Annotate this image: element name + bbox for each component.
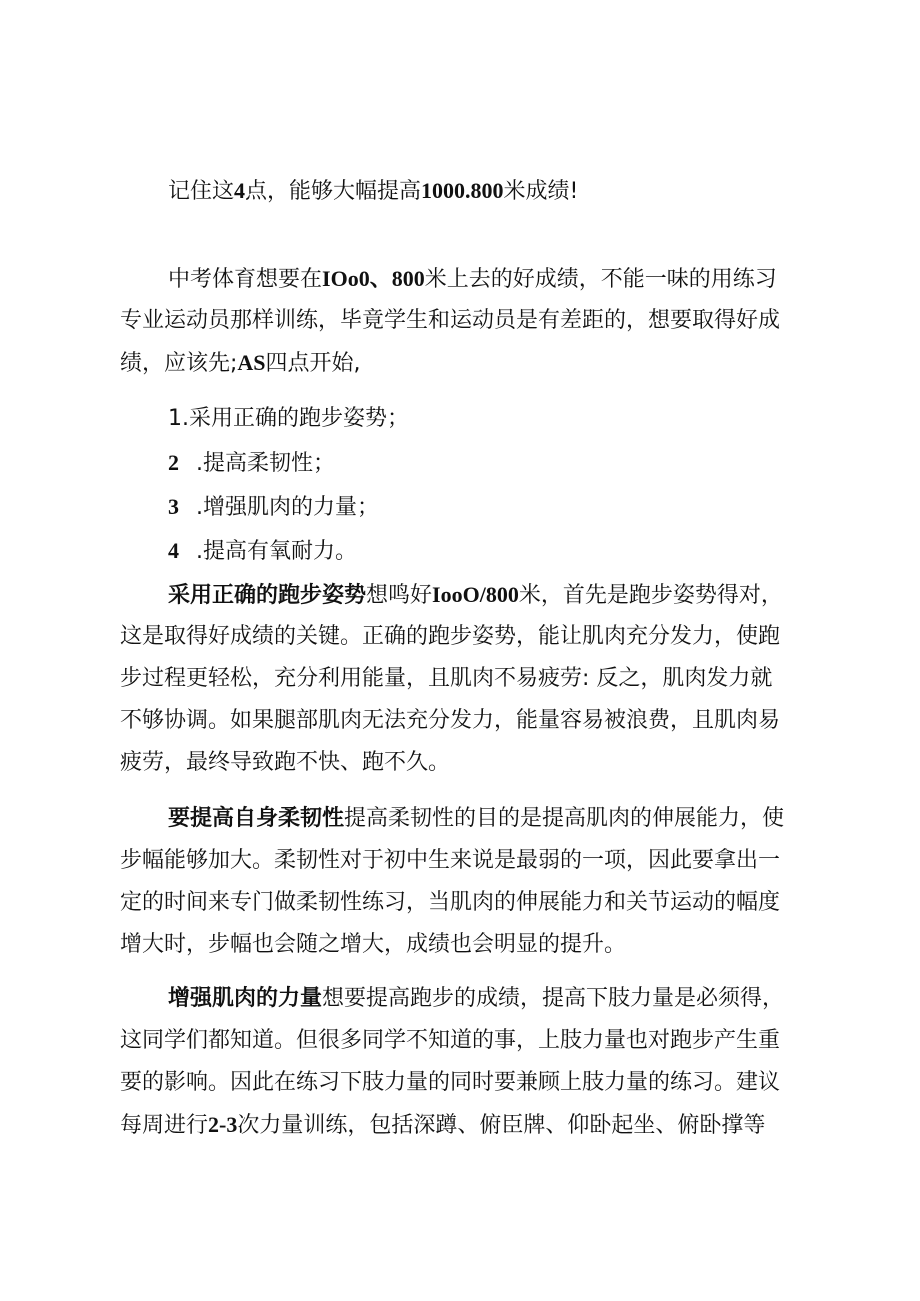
section-2-heading: 要提高自身柔韧性 [168,806,345,831]
list-item-3 [168,490,379,525]
list-item-2-number: 2 [168,450,179,475]
intro-text: 中考体育想要在 [168,267,323,292]
section-3-line-1 [120,978,810,1020]
list-item-4 [168,534,357,569]
section-2-paragraph [120,798,810,966]
section-1-text: 米，首先是跑步姿势得对， [518,583,783,608]
intro-line-1 [120,258,810,300]
title-number-4: 4 [234,178,246,203]
section-3-text: 想要提高跑步的成绩，提高下肢力量是必须得， [322,986,785,1011]
intro-text: 绩，应该先; [120,351,238,376]
intro-text: 四点开始, [265,351,361,376]
section-3-line-2: 这同学们都知道。但很多同学不知道的事，上肢力量也对跑步产生重 [120,1028,781,1053]
section-3-paragraph [120,978,810,1146]
section-1-text: 想鸣好 [366,583,433,608]
section-3-text: 每周进行 [120,1113,209,1138]
section-1-line-3: 步过程更轻松，充分利用能量，且肌肉不易疲劳: 反之，肌肉发力就 [120,666,773,691]
list-item-1-text: .采用正确的跑步姿势； [182,406,409,431]
section-3-line-4 [120,1104,810,1146]
section-2-line-3: 定的时间来专门做柔韧性练习，当肌肉的伸展能力和关节运动的幅度 [120,890,781,915]
section-1-line-2: 这是取得好成绩的关键。正确的跑步姿势，能让肌肉充分发力，使跑 [120,624,781,649]
intro-code: AS [237,350,266,375]
section-3-text: 次力量训练，包括深蹲、俯臣牌、仰卧起坐、俯卧撑等 [237,1113,766,1138]
section-2-line-4: 增大时，步幅也会随之增大，成绩也会明显的提升。 [120,932,627,957]
title-distance: 1000.800 [421,178,504,203]
intro-line-2: 专业运动员那样训练，毕竟学生和运动员是有差距的，想要取得好成 [120,308,781,333]
section-1-heading: 采用正确的跑步姿势 [168,583,367,608]
section-3-heading: 增强肌肉的力量 [168,986,323,1011]
section-1-line-5: 疲劳，最终导致跑不快、跑不久。 [120,750,451,775]
section-1-paragraph [120,574,810,784]
title-suffix: 米成绩! [503,179,579,204]
section-3-line-3: 要的影响。因此在练习下肢力量的同时要兼顾上肢力量的练习。建议 [120,1070,781,1095]
list-item-3-text: .增强肌肉的力量； [196,495,379,520]
section-2-line-1 [120,798,810,840]
list-item-4-number: 4 [168,538,179,563]
list-item-2 [168,446,335,481]
list-item-1 [168,402,409,436]
section-2-text: 提高柔韧性的目的是提高肌肉的伸展能力，使 [344,806,785,831]
section-1-distance: IooO/800 [432,582,519,607]
intro-paragraph [120,258,810,384]
list-item-4-text: .提高有氧耐力。 [196,539,357,564]
list-item-2-text: .提高柔韧性； [196,451,335,476]
title-mid: 点，能够大幅提高 [245,179,422,204]
intro-line-3 [120,342,810,384]
section-1-line-4: 不够协调。如果腿部肌肉无法充分发力，能量容易被浪费，且肌肉易 [120,708,781,733]
section-2-line-2: 步幅能够加大。柔韧性对于初中生来说是最弱的一项，因此要拿出一 [120,848,781,873]
intro-text: 米上去的好成绩，不能一味的用练习 [424,267,777,292]
section-1-line-1 [120,574,810,616]
document-title [168,174,578,209]
list-item-3-number: 3 [168,494,179,519]
list-item-1-number: 1 [168,406,182,431]
intro-distance: IOo0、800 [322,266,425,291]
title-prefix: 记住这 [168,179,235,204]
section-3-frequency: 2-3 [208,1112,238,1137]
